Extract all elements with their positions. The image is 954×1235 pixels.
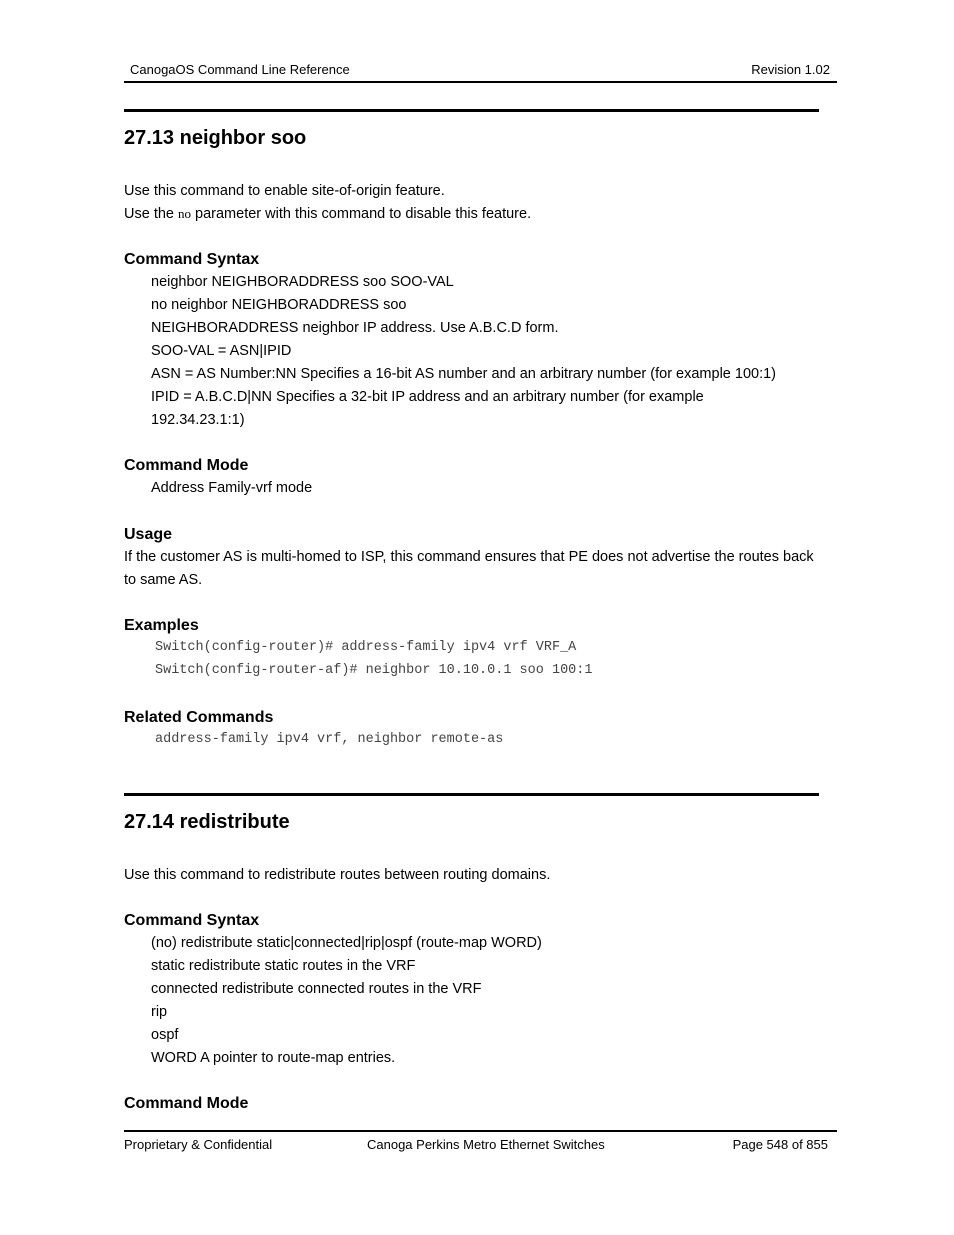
command-syntax-heading: Command Syntax — [124, 251, 260, 268]
syntax-line: SOO-VAL = ASN|IPID — [151, 343, 292, 359]
related-commands-heading: Related Commands — [124, 709, 274, 726]
syntax-line: ospf — [151, 1027, 179, 1043]
command-mode-heading: Command Mode — [124, 457, 249, 474]
footer-page-number: Page 548 of 855 — [732, 1137, 828, 1152]
section-title-neighbor-soo: 27.13 neighbor soo — [124, 127, 307, 149]
header-revision: Revision 1.02 — [751, 62, 830, 77]
header-title: CanogaOS Command Line Reference — [130, 62, 350, 77]
section-rule — [124, 793, 819, 796]
syntax-line: connected redistribute connected routes in the VRF — [151, 981, 482, 997]
intro-line: Use this command to redistribute routes between routing domains. — [124, 867, 551, 883]
intro-line: Use this command to enable site-of-origin feature. — [124, 183, 445, 199]
command-syntax-heading: Command Syntax — [124, 912, 260, 929]
usage-heading: Usage — [124, 526, 173, 543]
footer-product: Canoga Perkins Metro Ethernet Switches — [367, 1137, 605, 1152]
command-mode-value: Address Family-vrf mode — [151, 480, 313, 496]
syntax-line: ASN = AS Number:NN Specifies a 16-bit AS number and an arbitrary number (for example 100:1) — [151, 366, 777, 382]
examples-heading: Examples — [124, 617, 199, 634]
syntax-line: no neighbor NEIGHBORADDRESS soo — [151, 297, 407, 313]
footer-confidential: Proprietary & Confidential — [124, 1137, 273, 1152]
usage-text: If the customer AS is multi-homed to ISP, this command ensures that PE does not advertise the routes back — [124, 549, 814, 565]
example-code-line: Switch(config-router)# address-family ipv4 vrf VRF_A — [155, 640, 577, 655]
syntax-line: neighbor NEIGHBORADDRESS soo SOO-VAL — [151, 274, 454, 290]
syntax-line: static redistribute static routes in the VRF — [151, 958, 416, 974]
usage-text: to same AS. — [124, 572, 203, 588]
syntax-line: rip — [151, 1004, 168, 1020]
related-commands-list: address-family ipv4 vrf, neighbor remote-as — [155, 732, 504, 747]
syntax-line: WORD A pointer to route-map entries. — [151, 1050, 396, 1066]
section-title-redistribute: 27.14 redistribute — [124, 811, 290, 833]
syntax-line: NEIGHBORADDRESS neighbor IP address. Use A.B.C.D form. — [151, 320, 559, 336]
section-rule — [124, 109, 819, 112]
syntax-line: IPID = A.B.C.D|NN Specifies a 32-bit IP address and an arbitrary number (for example — [151, 389, 704, 405]
syntax-line: (no) redistribute static|connected|rip|ospf (route-map WORD) — [151, 935, 542, 951]
header-rule — [124, 81, 837, 83]
command-mode-heading: Command Mode — [124, 1095, 249, 1112]
footer-rule — [124, 1130, 837, 1132]
intro-line: Use the no parameter with this command to disable this feature. — [124, 206, 532, 222]
syntax-line: 192.34.23.1:1) — [151, 412, 245, 428]
example-code-line: Switch(config-router-af)# neighbor 10.10.0.1 soo 100:1 — [155, 663, 593, 678]
no-keyword: no — [178, 206, 191, 221]
